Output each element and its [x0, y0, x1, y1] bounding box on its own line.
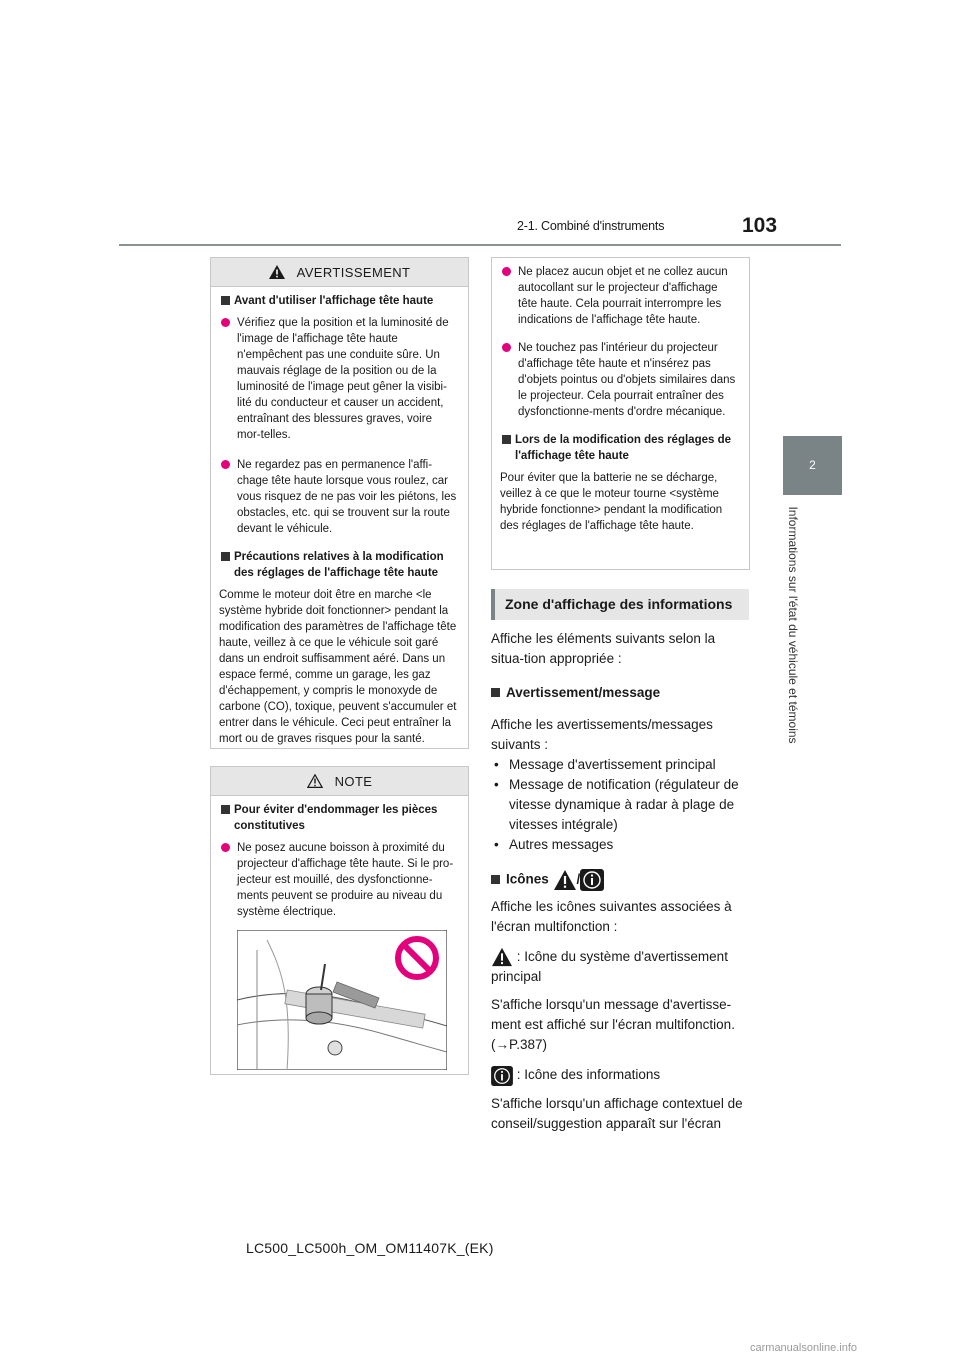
warning-continuation-box: [491, 257, 750, 570]
list-item: • Message d'avertissement principal: [494, 757, 716, 772]
warning-bullet-2: Ne regardez pas en permanence l'affi-chage tête haute lorsque vous roulez, car vous risquez de ne pas voir les piétons, les obstacles, etc. qui se trouvent sur la route devant le véhicule.: [219, 457, 458, 537]
page-number: 103: [742, 214, 778, 237]
section-title: 2-1. Combiné d'instruments: [517, 219, 665, 233]
chapter-label: [782, 500, 804, 758]
warning-cont-bullet-1: Ne placez aucun objet et ne collez aucun autocollant sur le projecteur d'affichage tête haute. Cela pourrait interrompre les indications de l'affichage tête haute.: [500, 264, 739, 328]
note-box: [210, 766, 469, 1075]
warning-cont-paragraph: Pour éviter que la batterie ne se décharge, veillez à ce que le moteur tourne <système hybride fonctionne> pendant la modification des réglages de l'affichage tête haute.: [500, 472, 723, 532]
icon1-text: S'affiche lorsqu'un message d'avertisse-ment est affiché sur l'écran multifonction. (→P.387): [491, 997, 735, 1053]
note-box-title: NOTE: [334, 773, 373, 789]
subsection-icons-title: Icônes /: [491, 869, 749, 891]
chapter-title: Informations sur l'état du véhicule et témoins: [786, 506, 800, 744]
warning-triangle-icon: [269, 265, 285, 279]
list-item: • Message de notification (régulateur de vitesse dynamique à radar à plage de vitesses intégrale): [494, 777, 739, 832]
warning-bullet-1: Vérifiez que la position et la luminosité de l'image de l'affichage tête haute n'empêchent pas une conduite sûre. Un mauvais réglage de la position ou de la luminosité de l'image peut gêner la visibi-lité du conducteur et causer un accident, entraînant des blessures graves, voire mor-telles.: [219, 315, 458, 443]
warning-paragraph: Comme le moteur doit être en marche <le système hybride doit fonctionner> pendant la modification des paramètres de l'affichage tête haute, veillez à ce que le véhicule soit garé dans un endroit suffisamment aéré. Dans un espace fermé, comme un garage, les gaz d'échappement, y compris le monoxyde de carbone (CO), toxique, peuvent s'accumuler et entrer dans le véhicule. Ceci peut entraîner la mort ou de graves risques pour la santé.: [219, 589, 457, 745]
subsection-warning-message-title: Avertissement/message: [491, 683, 749, 703]
warning-box-title: AVERTISSEMENT: [296, 264, 411, 280]
information-icon: [491, 1066, 513, 1086]
header-rule: [119, 244, 841, 246]
icon2-text: S'affiche lorsqu'un affichage contextuel de conseil/suggestion apparaît sur l'écran: [491, 1095, 743, 1131]
page-reference-link[interactable]: (→P.387): [491, 1037, 548, 1053]
list-item: • Autres messages: [494, 837, 614, 852]
note-bullet-1: Ne posez aucune boisson à proximité du projecteur d'affichage tête haute. Si le pro-jecteur est mouillé, des dysfonctionne-ments peuvent se produire au niveau du système électrique.: [219, 840, 458, 920]
information-icon: [580, 869, 604, 891]
model-code-footer: LC500_LC500h_OM_OM11407K_(EK): [246, 1240, 494, 1256]
warning-box: [210, 257, 469, 749]
caution-triangle-icon: [307, 774, 323, 788]
subsection-icons-intro: Affiche les icônes suivantes associées à l'écran multifonction :: [491, 899, 732, 934]
watermark: carmanualsonline.info: [750, 1342, 858, 1354]
chapter-tab: 2: [783, 436, 842, 495]
zone-intro: Affiche les éléments suivants selon la situa-tion appropriée :: [491, 631, 716, 666]
icon2-description: : Icône des informations: [491, 1065, 749, 1085]
message-list: [491, 755, 749, 855]
note-box-header: [211, 767, 468, 796]
warning-box-header: [211, 258, 468, 287]
icon1-description: : Icône du système d'avertissement principal: [491, 949, 728, 985]
hud-projector-illustration: [237, 930, 447, 1070]
warning-subheading-1: Avant d'utiliser l'affichage tête haute: [219, 293, 458, 309]
zone-heading: Zone d'affichage des informations: [491, 589, 749, 620]
warning-subheading-2: Précautions relatives à la modification des réglages de l'affichage tête haute: [219, 549, 458, 581]
master-warning-icon: [491, 947, 513, 967]
master-warning-icon: [553, 869, 577, 891]
subsection-warning-message-intro: Affiche les avertissements/messages suivants :: [491, 717, 713, 752]
zone-content: [491, 629, 749, 1134]
warning-cont-subheading: Lors de la modification des réglages de l'affichage tête haute: [500, 432, 739, 464]
warning-cont-bullet-2: Ne touchez pas l'intérieur du projecteur d'affichage tête haute et n'insérez pas d'objets pointus ou d'objets similaires dans le projecteur. Cela pourrait entraîner des dysfonctionne-ments d'ordre mécanique.: [500, 340, 739, 420]
note-subheading: Pour éviter d'endommager les pièces constitutives: [219, 802, 458, 834]
